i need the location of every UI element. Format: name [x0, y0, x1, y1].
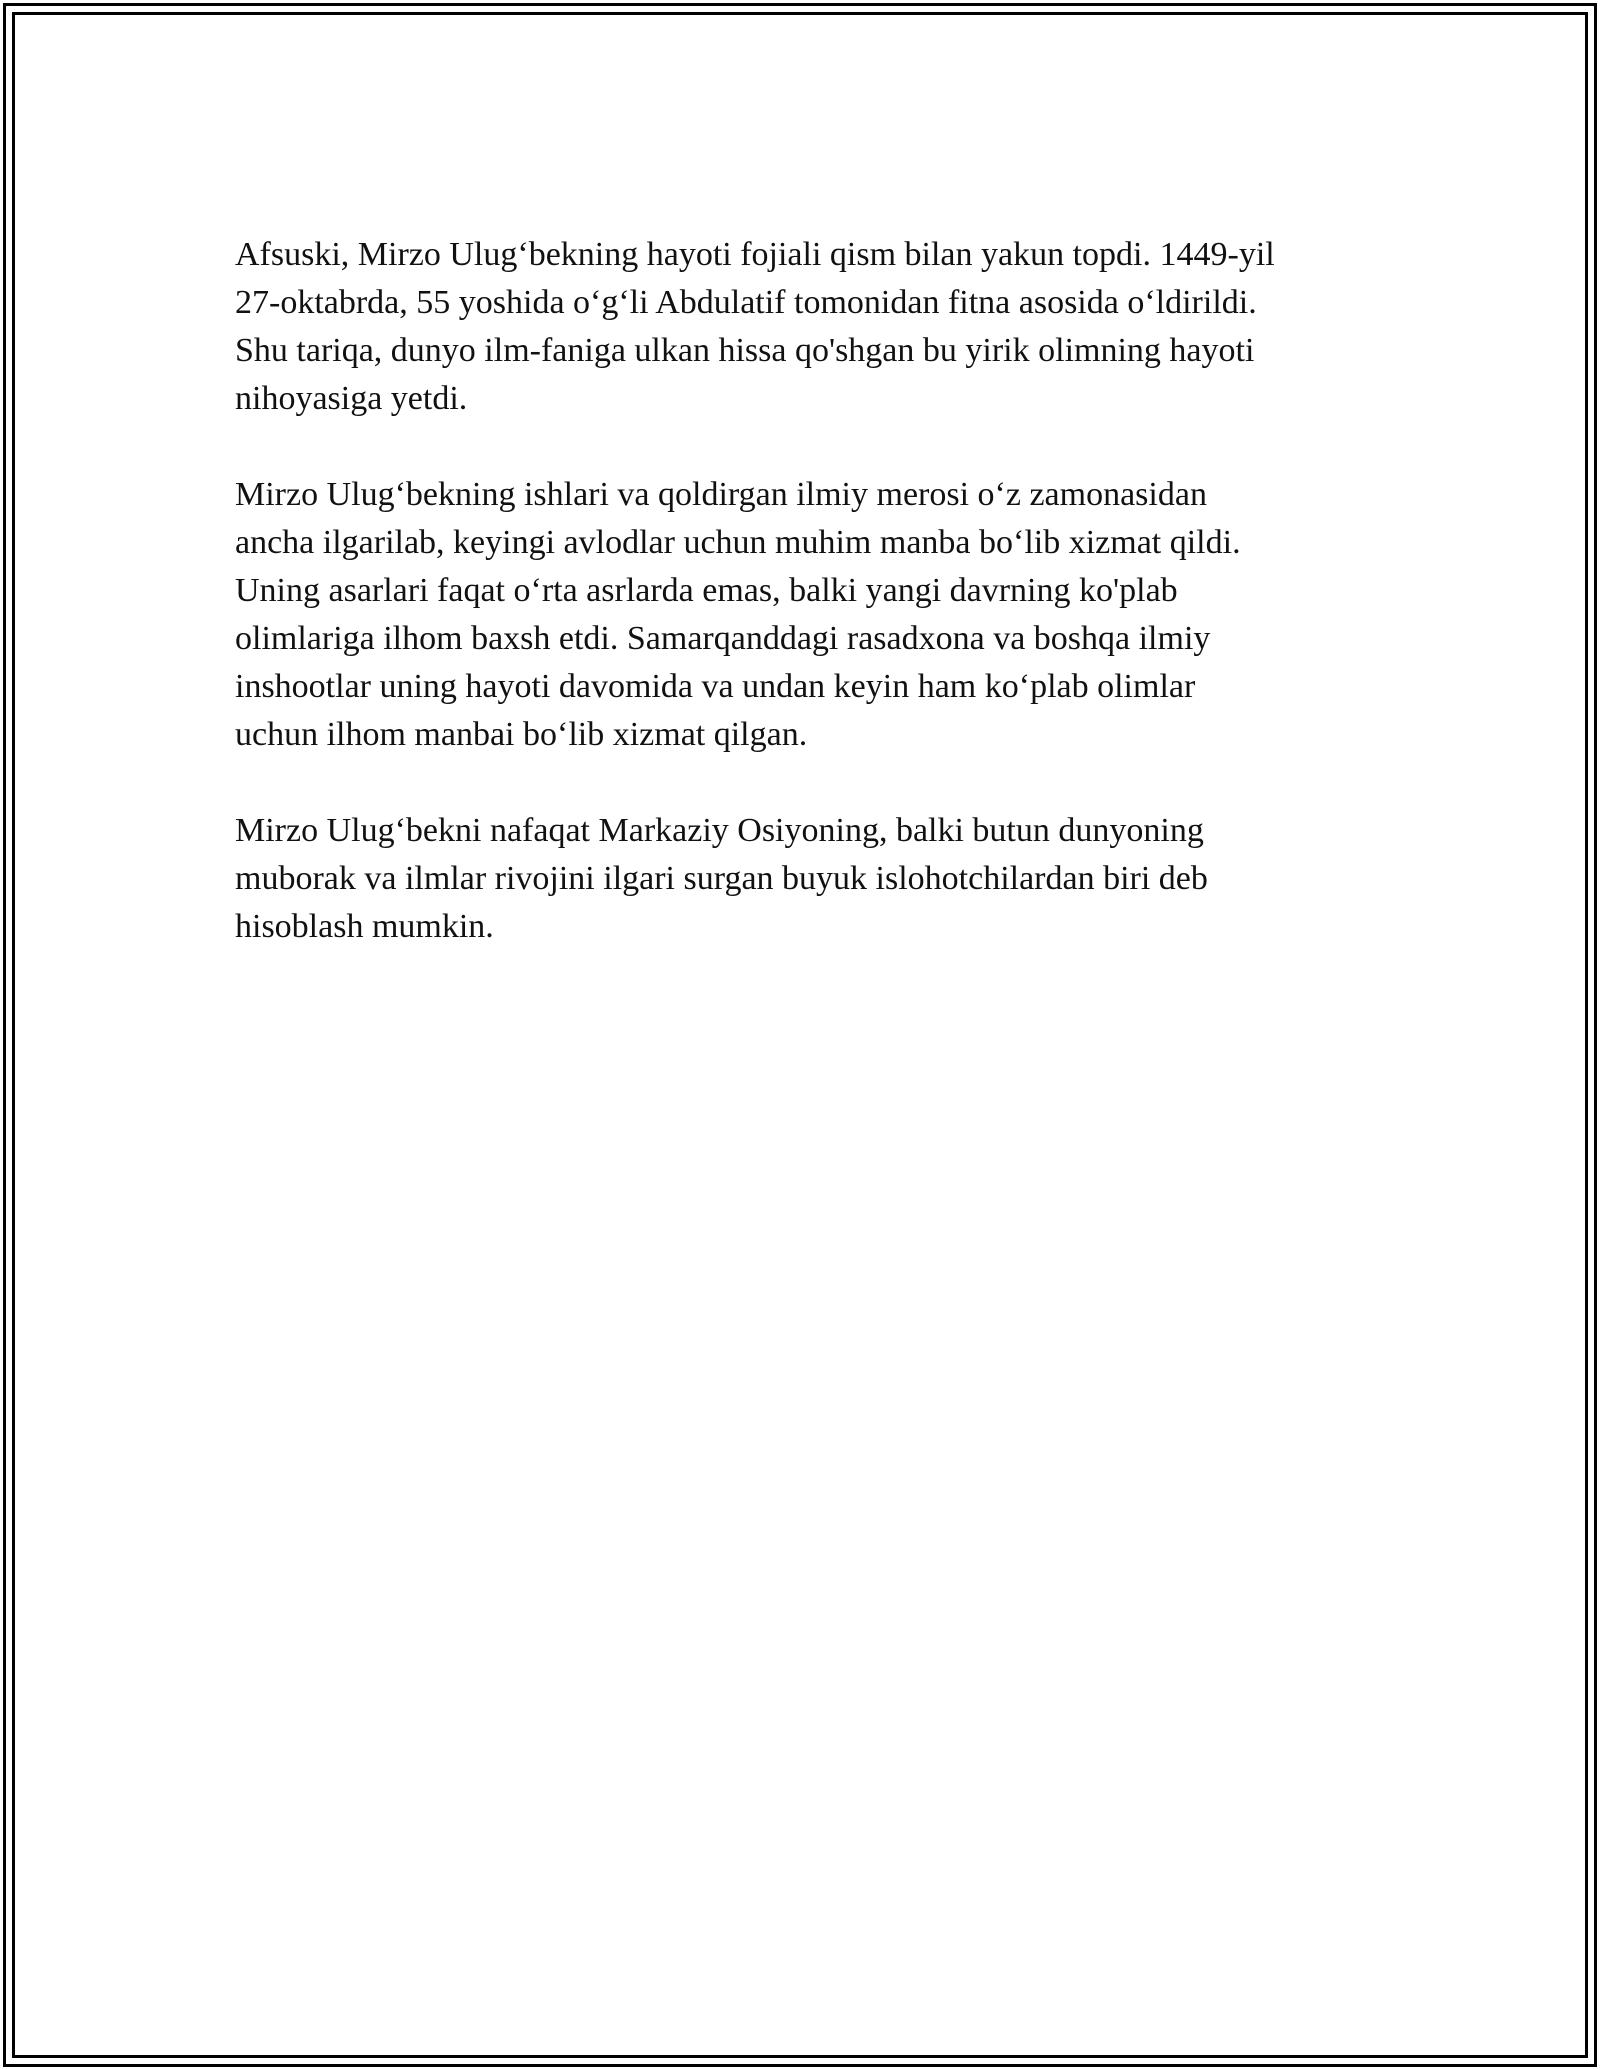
text-line: Afsuski, Mirzo Ulug‘bekning hayoti fojiali qism bilan yakun topdi. 1449-yil [235, 236, 1275, 273]
text-line: muborak va ilmlar rivojini ilgari surgan buyuk islohotchilardan biri deb [235, 860, 1208, 897]
text-line: 27-oktabrda, 55 yoshida o‘g‘li Abdulatif tomonidan fitna asosida o‘ldirildi. [235, 284, 1257, 321]
text-line: ancha ilgarilab, keyingi avlodlar uchun muhim manba bo‘lib xizmat qildi. [235, 524, 1241, 561]
text-line: nihoyasiga yetdi. [235, 380, 468, 417]
paragraph-1 [235, 231, 1385, 423]
text-line: Shu tariqa, dunyo ilm-faniga ulkan hissa qo'shgan bu yirik olimning hayoti [235, 332, 1255, 369]
text-line: uchun ilhom manbai bo‘lib xizmat qilgan. [235, 716, 808, 753]
text-line: Mirzo Ulug‘bekni nafaqat Markaziy Osiyoning, balki butun dunyoning [235, 812, 1204, 849]
text-line: Uning asarlari faqat o‘rta asrlarda emas, balki yangi davrning ko'plab [235, 572, 1178, 609]
text-line: Mirzo Ulug‘bekning ishlari va qoldirgan ilmiy merosi o‘z zamonasidan [235, 476, 1207, 513]
paragraph-2 [235, 471, 1385, 759]
text-line: olimlariga ilhom baxsh etdi. Samarqanddagi rasadxona va boshqa ilmiy [235, 620, 1211, 657]
text-line: inshootlar uning hayoti davomida va undan keyin ham ko‘plab olimlar [235, 668, 1196, 705]
document-body [235, 231, 1385, 999]
text-line: hisoblash mumkin. [235, 908, 494, 945]
paragraph-3 [235, 807, 1385, 951]
